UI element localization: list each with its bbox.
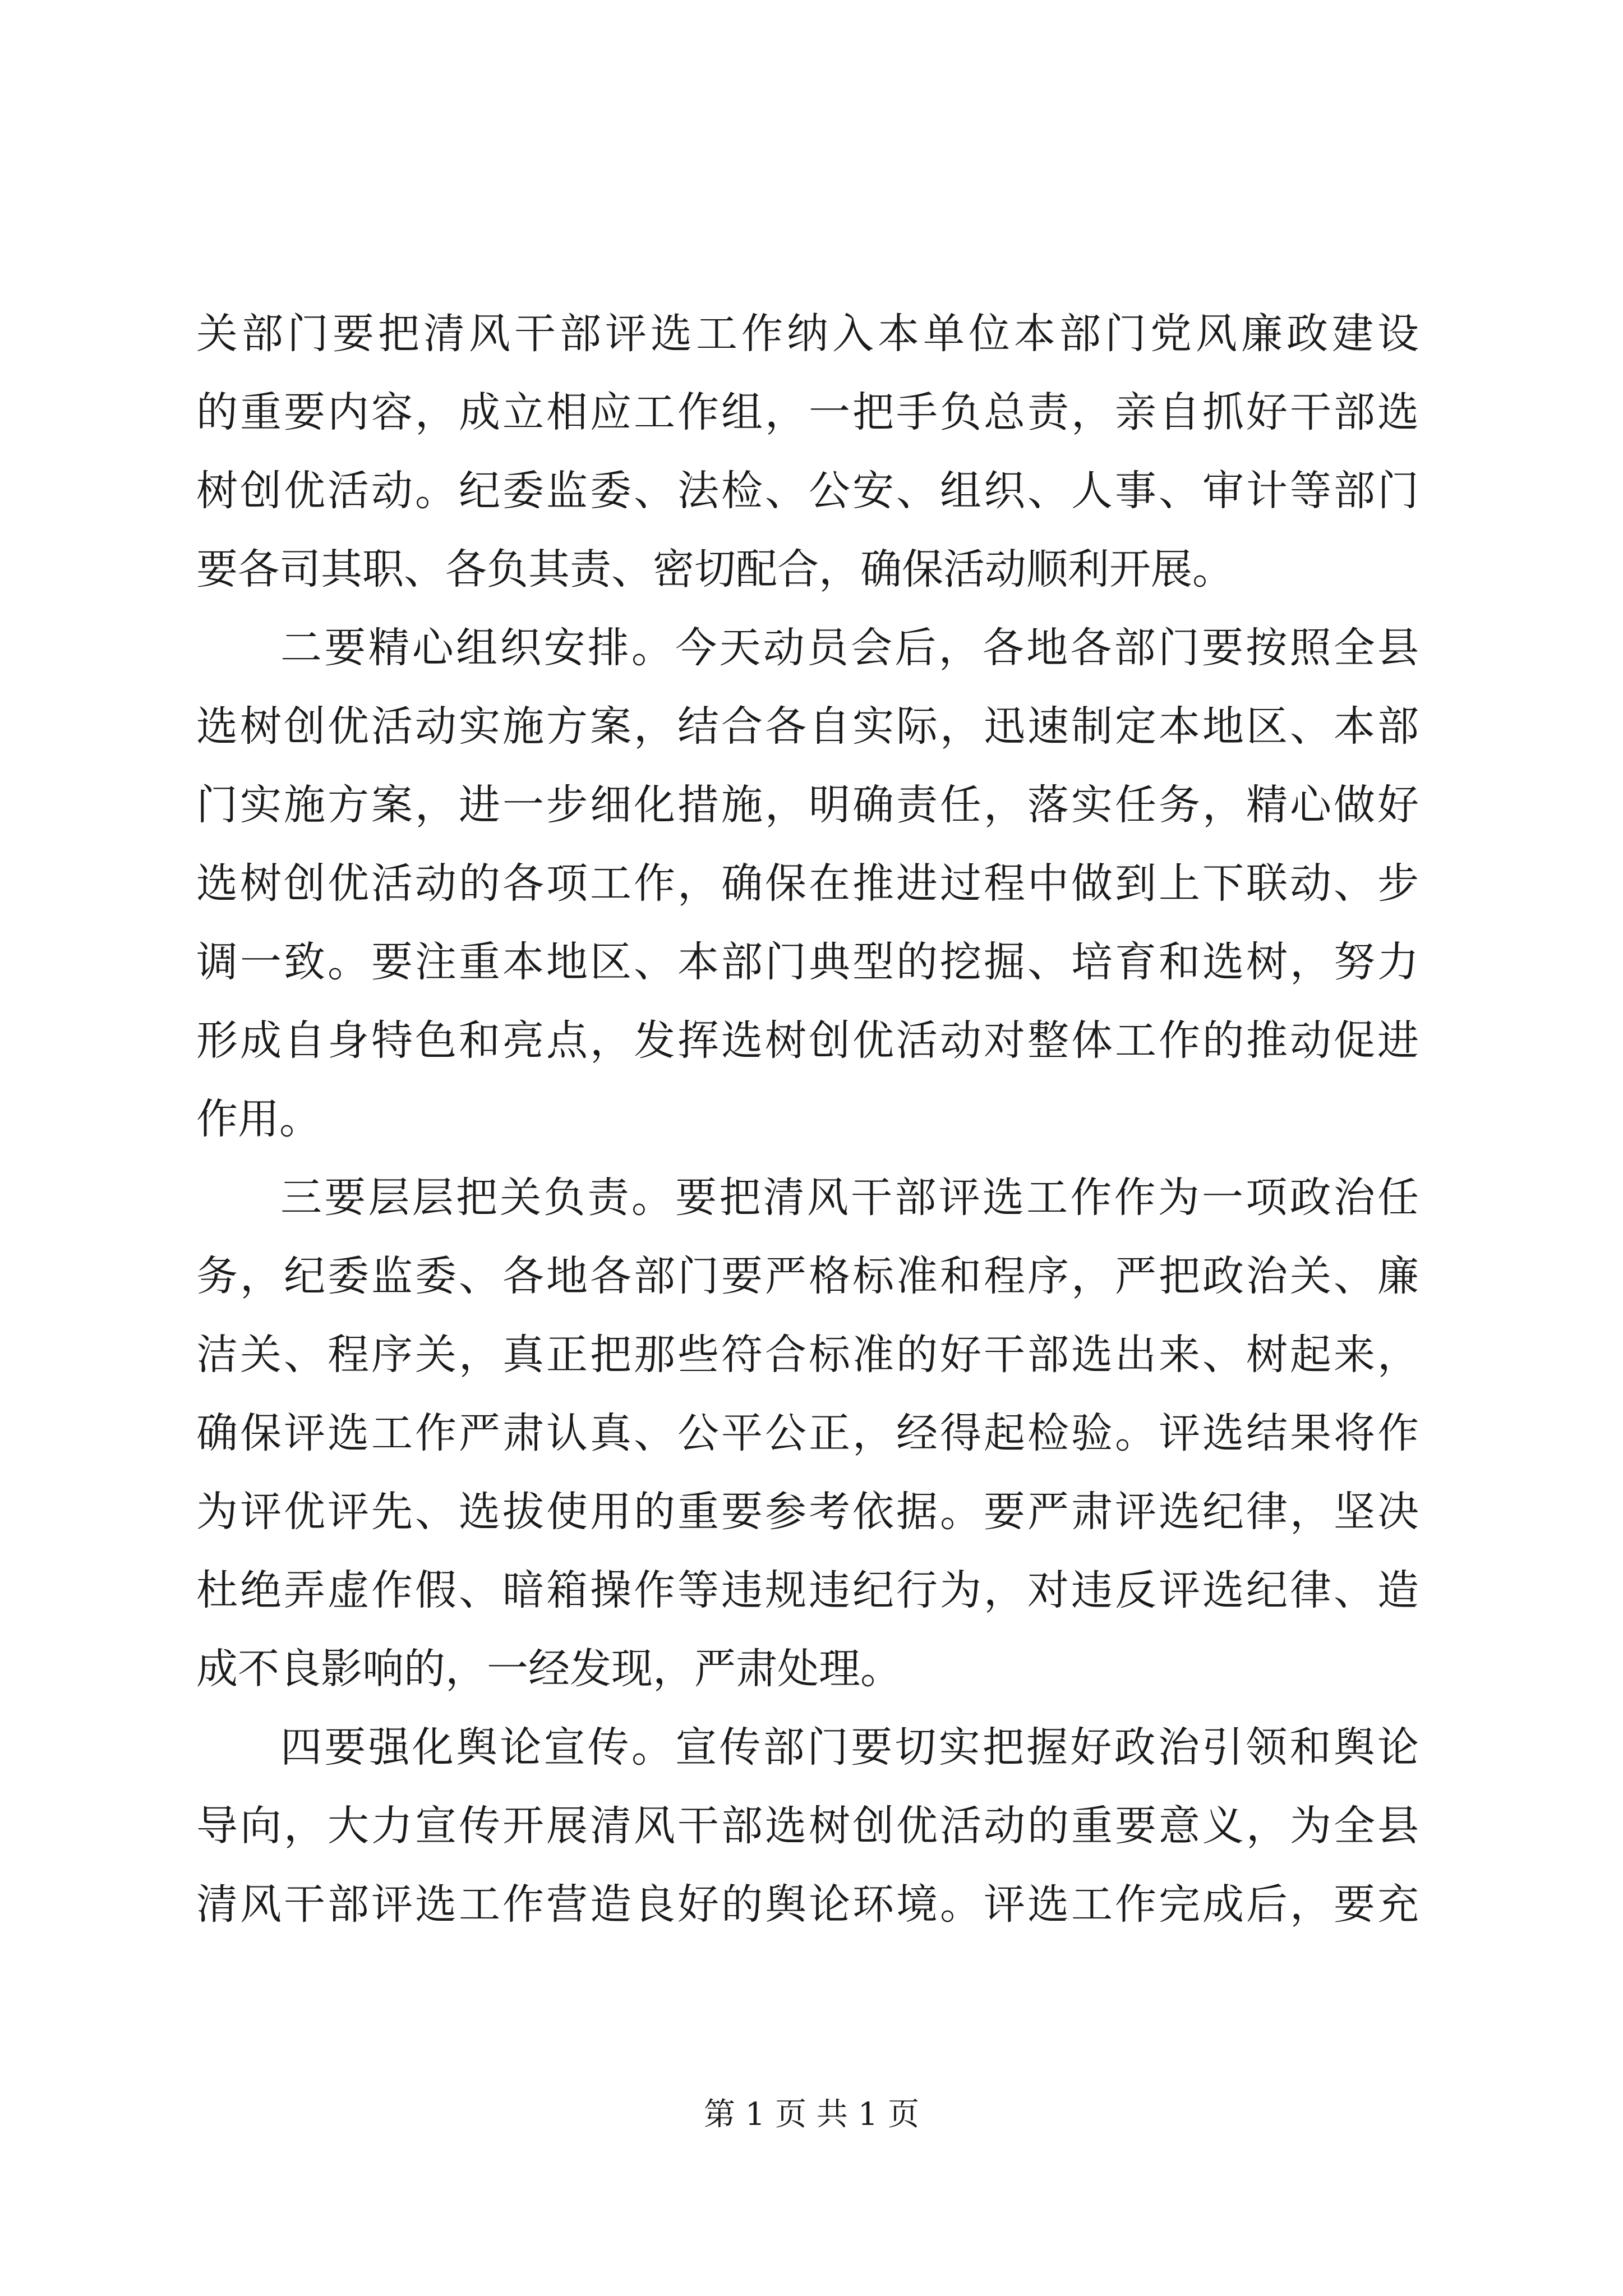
text-line: 树创优活动。纪委监委、法检、公安、组织、人事、审计等部门 bbox=[196, 467, 1419, 515]
text-line: 成不良影响的，一经发现，严肃处理。 bbox=[196, 1645, 902, 1693]
page-footer: 第 1 页 共 1 页 bbox=[703, 2096, 920, 2133]
text-line: 确保评选工作严肃认真、公平公正，经得起检验。评选结果将作 bbox=[196, 1409, 1419, 1457]
text-line: 导向，大力宣传开展清风干部选树创优活动的重要意义，为全县 bbox=[196, 1802, 1419, 1850]
document-body bbox=[196, 295, 1419, 1944]
paragraph-heading-line: 二要精心组织安排。今天动员会后，各地各部门要按照全县 bbox=[280, 624, 1419, 672]
text-line: 为评优评先、选拔使用的重要参考依据。要严肃评选纪律，坚决 bbox=[196, 1488, 1419, 1536]
text-line: 作用。 bbox=[196, 1095, 321, 1143]
text-line: 门实施方案，进一步细化措施，明确责任，落实任务，精心做好 bbox=[196, 781, 1419, 829]
text-line: 要各司其职、各负其责、密切配合，确保活动顺利开展。 bbox=[196, 545, 1234, 593]
text-line: 关部门要把清风干部评选工作纳入本单位本部门党风廉政建设 bbox=[196, 310, 1419, 358]
text-line: 务，纪委监委、各地各部门要严格标准和程序，严把政治关、廉 bbox=[196, 1252, 1419, 1300]
paragraph-heading-line: 三要层层把关负责。要把清风干部评选工作作为一项政治任 bbox=[280, 1174, 1419, 1222]
text-line: 的重要内容，成立相应工作组，一把手负总责，亲自抓好干部选 bbox=[196, 388, 1419, 436]
text-line: 清风干部评选工作营造良好的舆论环境。评选工作完成后，要充 bbox=[196, 1880, 1419, 1929]
text-line: 洁关、程序关，真正把那些符合标准的好干部选出来、树起来， bbox=[196, 1331, 1419, 1379]
paragraph-heading-line: 四要强化舆论宣传。宣传部门要切实把握好政治引领和舆论 bbox=[280, 1723, 1419, 1772]
text-line: 选树创优活动实施方案，结合各自实际，迅速制定本地区、本部 bbox=[196, 702, 1419, 751]
text-line: 杜绝弄虚作假、暗箱操作等违规违纪行为，对违反评选纪律、造 bbox=[196, 1566, 1419, 1614]
text-line: 调一致。要注重本地区、本部门典型的挖掘、培育和选树，努力 bbox=[196, 938, 1419, 986]
text-line: 形成自身特色和亮点，发挥选树创优活动对整体工作的推动促进 bbox=[196, 1016, 1419, 1065]
text-line: 选树创优活动的各项工作，确保在推进过程中做到上下联动、步 bbox=[196, 859, 1419, 908]
